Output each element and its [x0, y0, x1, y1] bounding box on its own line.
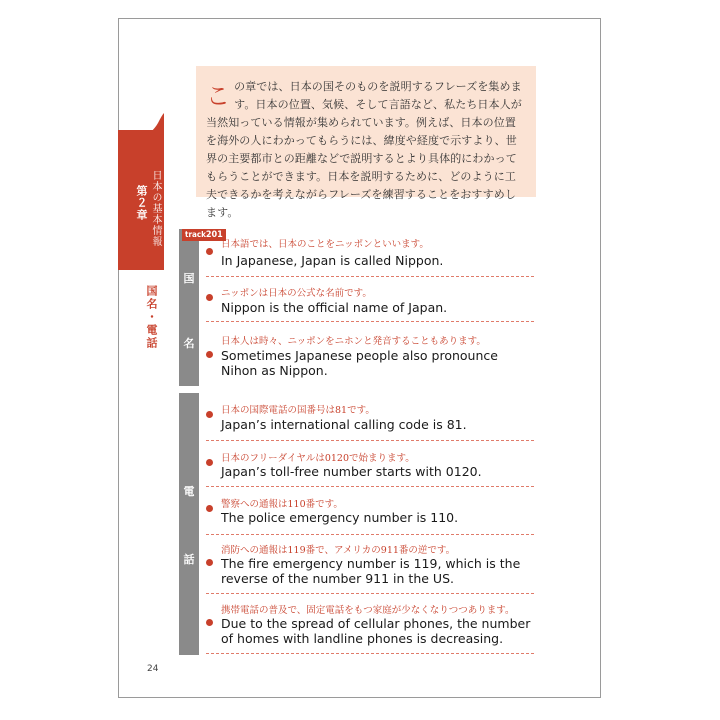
phrase-entry: [206, 285, 534, 320]
sidebar-country-name: [179, 229, 199, 386]
phrase-entry: [206, 333, 534, 383]
phrase-english: Nippon is the official name of Japan.: [221, 300, 448, 315]
phrase-english: Japan’s toll-free number starts with 0120.: [221, 464, 482, 479]
phrase-english: In Japanese, Japan is called Nippon.: [221, 253, 444, 268]
bullet-icon: [206, 559, 213, 566]
entry-divider: [206, 321, 534, 322]
chapter-series-title: 日本の基本情報: [150, 170, 161, 247]
entry-divider: [206, 653, 534, 654]
entry-divider: [206, 534, 534, 535]
phrase-english: Due to the spread of cellular phones, the number of homes with landline phones is decreasing.: [221, 616, 531, 646]
phrase-japanese: 日本のフリーダイヤルは0120で始まります。: [221, 453, 415, 464]
intro-box: [196, 66, 536, 219]
chapter-number: 第２章: [135, 185, 148, 221]
phrase-entry: [206, 450, 534, 485]
entry-divider: [206, 276, 534, 277]
bullet-icon: [206, 411, 213, 418]
phrase-english: The fire emergency number is 119, which is the reverse of the number 911 in the US.: [221, 556, 521, 586]
entry-divider: [206, 593, 534, 594]
section-label-char: 話: [183, 553, 195, 566]
section-label-char: 電: [183, 485, 195, 498]
phrase-japanese: 日本語では、日本のことをニッポンといいます。: [221, 239, 429, 250]
phrase-japanese: 警察への通報は110番です。: [221, 499, 343, 510]
track-number: 201: [205, 230, 223, 240]
intro-text: の章では、日本の国そのものを説明するフレーズを集めます。日本の位置、気候、そして言語など、私たち日本人が当然知っている情報が集められています。例えば、日本の位置を海外の人にわかってもらうには、緯度や経度で示すより、世界の主要都市との距離などで説明するとより具体的にわかってもらうことができます。日本を説明するために、どのように工夫できるかを考えながらフレーズを練習することをおすすめします。: [206, 80, 522, 219]
intro-dropcap: こ: [206, 82, 231, 110]
bullet-icon: [206, 459, 213, 466]
entry-divider: [206, 440, 534, 441]
phrase-japanese: 日本人は時々、ニッポンをニホンと発音することもあります。: [221, 336, 486, 347]
section-label-char: 名: [183, 337, 195, 350]
phrase-english: Japan’s international calling code is 81.: [221, 417, 467, 432]
phrase-entry: [206, 236, 534, 276]
phrase-entry: [206, 542, 534, 590]
phrase-japanese: 消防への通報は119番で、アメリカの911番の逆です。: [221, 545, 456, 556]
bullet-icon: [206, 351, 213, 358]
page-number: 24: [147, 664, 159, 674]
phrase-japanese: ニッポンは日本の公式な名前です。: [221, 288, 372, 299]
phrase-japanese: 携帯電話の普及で、固定電話をもつ家庭が少なくなりつつあります。: [221, 605, 515, 616]
bullet-icon: [206, 505, 213, 512]
phrase-entry: [206, 496, 534, 531]
bullet-icon: [206, 294, 213, 301]
phrase-english: Sometimes Japanese people also pronounce Nihon as Nippon.: [221, 348, 498, 378]
track-prefix: track: [185, 230, 206, 239]
bullet-icon: [206, 248, 213, 255]
chapter-topic: 国名・電話: [145, 285, 158, 350]
intro-paragraph: [206, 78, 526, 222]
section-label-char: 国: [183, 272, 195, 285]
phrase-entry: [206, 402, 534, 437]
sidebar-telephone: [179, 393, 199, 655]
phrase-english: The police emergency number is 110.: [221, 510, 459, 525]
entry-divider: [206, 486, 534, 487]
phrase-japanese: 日本の国際電話の国番号は81です。: [221, 405, 375, 416]
phrase-entry: [206, 602, 534, 650]
bullet-icon: [206, 619, 213, 626]
